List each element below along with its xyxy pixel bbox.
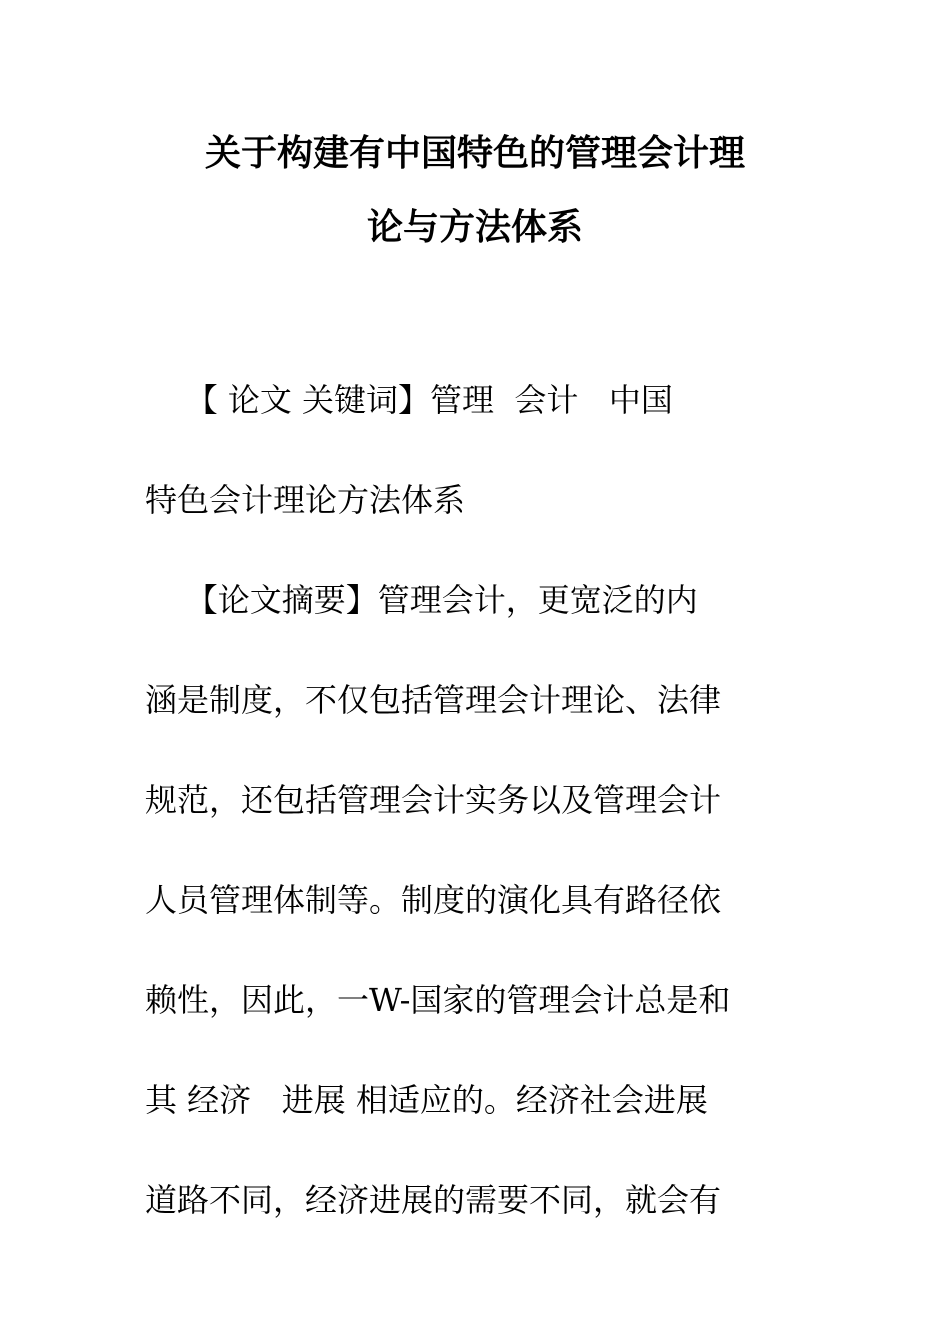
abstract-line-2: 涵是制度，不仅包括管理会计理论、法律 [145,681,722,719]
abstract-line-6: 其 经济 进展 相适应的。经济社会进展 [145,1081,708,1119]
abstract-line-4: 人员管理体制等。制度的演化具有路径依 [145,881,722,919]
keywords-line: 【 论文 关键词】管理 会计 中国 [145,381,673,419]
abstract-line-5: 赖性，因此，一W-国家的管理会计总是和 [145,981,731,1019]
keywords-line-continued: 特色会计理论方法体系 [145,481,466,519]
document-title-line-2: 论与方法体系 [366,207,583,248]
abstract-line-7: 道路不同，经济进展的需要不同，就会有 [145,1181,722,1219]
document-title-line-1: 关于构建有中国特色的管理会计理 [204,133,745,174]
abstract-line-1: 【论文摘要】管理会计，更宽泛的内 [145,581,698,619]
abstract-line-3: 规范，还包括管理会计实务以及管理会计 [145,781,722,819]
